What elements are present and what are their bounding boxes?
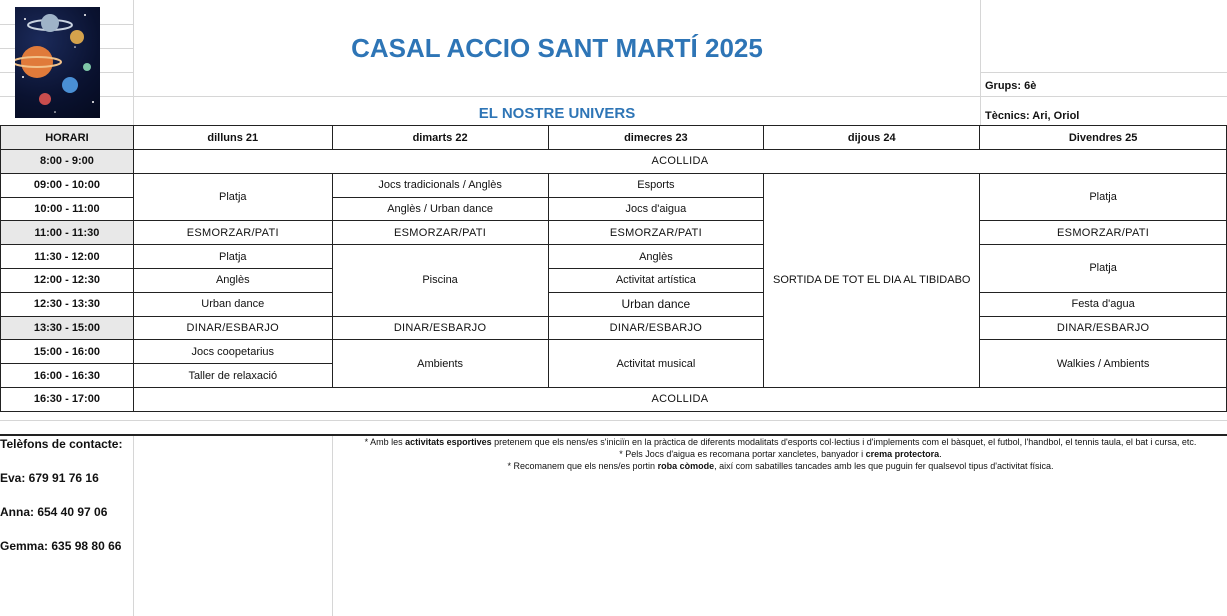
activity-cell: Taller de relaxació [133, 364, 332, 388]
activity-cell: Ambients [332, 340, 548, 388]
table-row [1, 316, 1227, 340]
activity-cell: Piscina [332, 245, 548, 316]
activity-cell: Jocs d'aigua [548, 197, 764, 221]
table-row [1, 150, 1227, 174]
time-cell: 16:00 - 16:30 [1, 364, 134, 388]
contact-eva: Eva: 679 91 76 16 [0, 471, 99, 485]
lunch-cell: DINAR/ESBARJO [980, 316, 1227, 340]
activity-cell: Festa d'agua [980, 292, 1227, 316]
acollida-cell: ACOLLIDA [133, 150, 1226, 174]
activity-cell: Jocs coopetarius [133, 340, 332, 364]
break-cell: ESMORZAR/PATI [980, 221, 1227, 245]
note-water-games: * Pels Jocs d'aigua es recomana portar xancletes, banyador i crema protectora. [619, 449, 942, 459]
activity-cell: Anglès [548, 245, 764, 269]
grid-line [980, 0, 981, 125]
column-header-tuesday: dimarts 22 [332, 126, 548, 150]
table-row [1, 173, 1227, 197]
excursion-cell: SORTIDA DE TOT EL DIA AL TIBIDABO [764, 173, 980, 387]
activity-cell: Jocs tradicionals / Anglès [332, 173, 548, 197]
column-header-thursday: dijous 24 [764, 126, 980, 150]
acollida-cell: ACOLLIDA [133, 387, 1226, 411]
column-header-friday: Divendres 25 [980, 126, 1227, 150]
grid-line [332, 435, 333, 616]
column-header-monday: dilluns 21 [133, 126, 332, 150]
grid-line [980, 72, 1227, 73]
groups-label: Grups: 6è [985, 80, 1037, 92]
grid-line [0, 420, 1227, 421]
space-logo-image [15, 7, 100, 118]
table-header-row [1, 126, 1227, 150]
time-cell: 15:00 - 16:00 [1, 340, 134, 364]
table-row [1, 245, 1227, 269]
notes-section [334, 436, 1227, 472]
table-row [1, 340, 1227, 364]
activity-cell: Esports [548, 173, 764, 197]
time-cell: 12:00 - 12:30 [1, 268, 134, 292]
activity-cell: Walkies / Ambients [980, 340, 1227, 388]
break-cell: ESMORZAR/PATI [133, 221, 332, 245]
break-cell: ESMORZAR/PATI [548, 221, 764, 245]
time-cell: 11:00 - 11:30 [1, 221, 134, 245]
activity-cell: Anglès / Urban dance [332, 197, 548, 221]
table-row [1, 292, 1227, 316]
activity-cell: Activitat musical [548, 340, 764, 388]
break-cell: ESMORZAR/PATI [332, 221, 548, 245]
time-cell: 13:30 - 15:00 [1, 316, 134, 340]
lunch-cell: DINAR/ESBARJO [332, 316, 548, 340]
grid-line [133, 435, 134, 616]
schedule-table [0, 125, 1227, 412]
table-row [1, 387, 1227, 411]
contacts-heading: Telèfons de contacte: [0, 437, 123, 451]
activity-cell: Urban dance [548, 292, 764, 316]
time-cell: 10:00 - 11:00 [1, 197, 134, 221]
page-title: CASAL ACCIO SANT MARTÍ 2025 [351, 33, 763, 63]
time-cell: 8:00 - 9:00 [1, 150, 134, 174]
page-subtitle: EL NOSTRE UNIVERS [478, 105, 636, 122]
activity-cell: Platja [980, 173, 1227, 221]
time-cell: 09:00 - 10:00 [1, 173, 134, 197]
activity-cell: Platja [980, 245, 1227, 293]
activity-cell: Platja [133, 173, 332, 221]
note-clothing: * Recomanem que els nens/es portin roba còmode, així com sabatilles tancades amb les que puguin fer qualsevol tipus d'activitat física. [507, 461, 1054, 471]
grid-line [0, 96, 1227, 97]
column-header-horari: HORARI [1, 126, 134, 150]
lunch-cell: DINAR/ESBARJO [548, 316, 764, 340]
activity-cell: Activitat artística [548, 268, 764, 292]
activity-cell: Platja [133, 245, 332, 269]
column-header-wednesday: dimecres 23 [548, 126, 764, 150]
tecnics-label: Tècnics: Ari, Oriol [985, 110, 1080, 122]
time-cell: 12:30 - 13:30 [1, 292, 134, 316]
contact-gemma: Gemma: 635 98 80 66 [0, 539, 122, 553]
table-row [1, 221, 1227, 245]
note-sports: * Amb les activitats esportives pretenem que els nens/es s'iniciïn en la pràctica de diferents modalitats d'esports col·lectius i d'implements com el bàsquet, el futbol, l'handbol, el tennis taula, el bat i cursa, etc. [364, 437, 1197, 447]
lunch-cell: DINAR/ESBARJO [133, 316, 332, 340]
time-cell: 16:30 - 17:00 [1, 387, 134, 411]
contact-anna: Anna: 654 40 97 06 [0, 505, 108, 519]
activity-cell: Anglès [133, 268, 332, 292]
time-cell: 11:30 - 12:00 [1, 245, 134, 269]
activity-cell: Urban dance [133, 292, 332, 316]
